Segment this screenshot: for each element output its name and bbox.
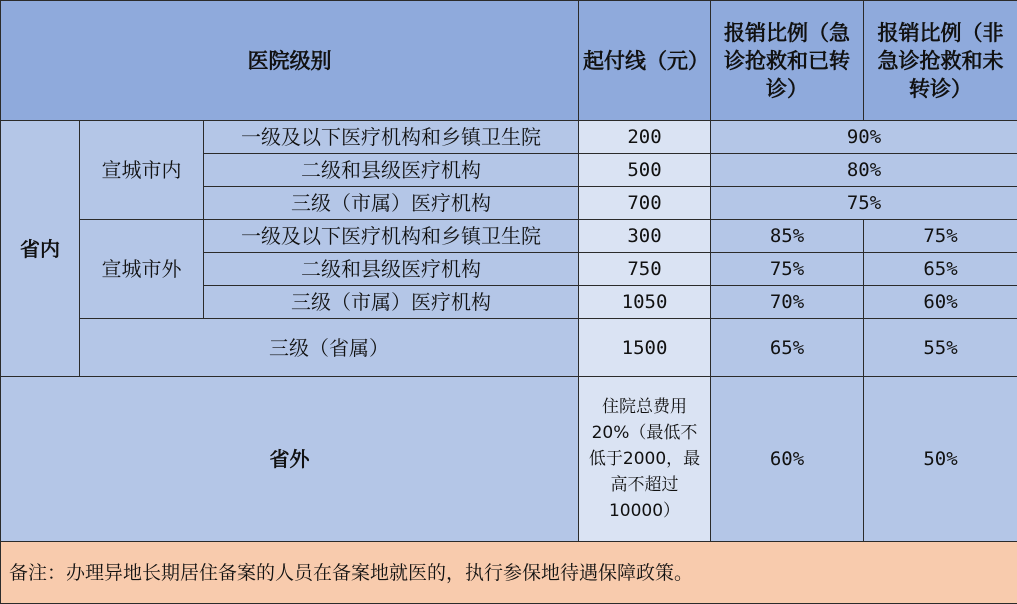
note-row [1, 542, 1017, 604]
table-row [1, 220, 1017, 253]
ratio-non-emergency-value: 75% [864, 220, 1017, 253]
hospital-level-name: 三级（省属） [80, 319, 579, 377]
deductible-value: 1500 [579, 319, 711, 377]
header-ratio-emergency: 报销比例（急诊抢救和已转诊） [711, 1, 864, 121]
deductible-value: 300 [579, 220, 711, 253]
group-in-city: 宣城市内 [80, 121, 204, 220]
header-deductible: 起付线（元） [579, 1, 711, 121]
ratio-emergency-value: 75% [711, 253, 864, 286]
deductible-value: 200 [579, 121, 711, 154]
group-out-city: 宣城市外 [80, 220, 204, 319]
ratio-emergency-value: 70% [711, 286, 864, 319]
table-row [1, 319, 1017, 377]
hospital-level-name: 三级（市属）医疗机构 [204, 286, 579, 319]
table-row [1, 121, 1017, 154]
ratio-non-emergency-value: 50% [864, 377, 1017, 542]
hospital-level-name: 一级及以下医疗机构和乡镇卫生院 [204, 121, 579, 154]
table-row [1, 377, 1017, 542]
deductible-value: 500 [579, 154, 711, 187]
deductible-value: 700 [579, 187, 711, 220]
header-level: 医院级别 [1, 1, 579, 121]
ratio-non-emergency-value: 60% [864, 286, 1017, 319]
note-text: 备注：办理异地长期居住备案的人员在备案地就医的，执行参保地待遇保障政策。 [1, 542, 1017, 604]
ratio-value: 75% [711, 187, 1017, 220]
deductible-value: 住院总费用20%（最低不低于2000，最高不超过10000） [579, 377, 711, 542]
header-row [1, 1, 1017, 121]
deductible-value: 750 [579, 253, 711, 286]
ratio-emergency-value: 85% [711, 220, 864, 253]
hospital-level-name: 三级（市属）医疗机构 [204, 187, 579, 220]
ratio-emergency-value: 65% [711, 319, 864, 377]
ratio-non-emergency-value: 65% [864, 253, 1017, 286]
header-ratio-non-emergency: 报销比例（非急诊抢救和未转诊） [864, 1, 1017, 121]
ratio-value: 80% [711, 154, 1017, 187]
ratio-value: 90% [711, 121, 1017, 154]
group-out-province: 省外 [1, 377, 579, 542]
deductible-value: 1050 [579, 286, 711, 319]
group-in-province: 省内 [1, 121, 80, 377]
ratio-emergency-value: 60% [711, 377, 864, 542]
ratio-non-emergency-value: 55% [864, 319, 1017, 377]
hospital-level-name: 二级和县级医疗机构 [204, 253, 579, 286]
hospital-level-name: 一级及以下医疗机构和乡镇卫生院 [204, 220, 579, 253]
hospital-level-name: 二级和县级医疗机构 [204, 154, 579, 187]
